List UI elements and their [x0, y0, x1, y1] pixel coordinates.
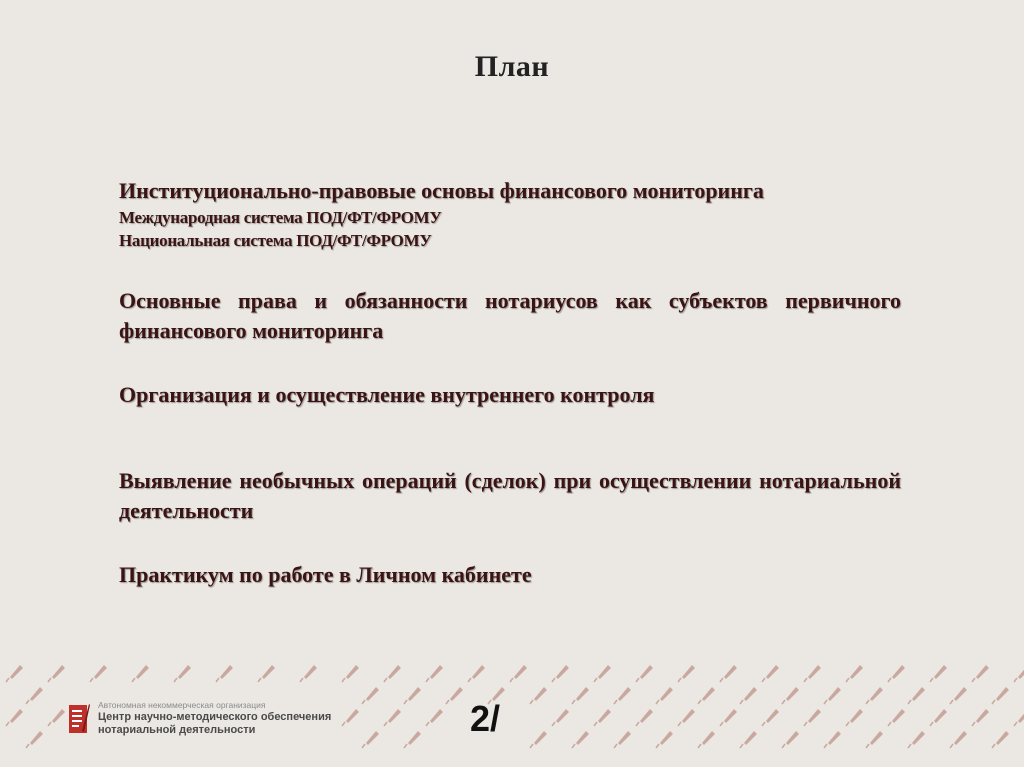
- quill-pen-icon: [824, 731, 841, 748]
- quill-pen-icon: [426, 665, 443, 682]
- page-number: 2/: [470, 698, 501, 739]
- org-name-line-1: Центр научно-методического обеспечения: [98, 711, 332, 723]
- quill-pen-icon: [530, 731, 547, 748]
- organization-logo: [68, 700, 331, 737]
- quill-pen-icon: [594, 709, 611, 726]
- quill-pen-icon: [1014, 709, 1024, 726]
- quill-pen-icon: [530, 687, 547, 704]
- quill-pen-icon: [48, 665, 65, 682]
- org-type-label: Автономная некоммерческая организация: [98, 700, 266, 710]
- quill-pen-icon: [468, 665, 485, 682]
- quill-pen-icon: [258, 665, 275, 682]
- quill-pen-icon: [846, 709, 863, 726]
- slide-title: План: [474, 50, 550, 83]
- quill-pen-icon: [656, 731, 673, 748]
- quill-pen-icon: [90, 665, 107, 682]
- quill-pen-icon: [342, 709, 359, 726]
- quill-pen-icon: [6, 665, 23, 682]
- quill-pen-icon: [216, 665, 233, 682]
- quill-pen-icon: [1014, 665, 1024, 682]
- quill-pen-icon: [362, 687, 379, 704]
- quill-pen-icon: [950, 687, 967, 704]
- quill-pen-icon: [866, 731, 883, 748]
- quill-pen-icon: [510, 665, 527, 682]
- plan-item-2: Основные права и обязанности нотариусов как субъектов первичного финансового мониторинга: [119, 288, 901, 343]
- plan-subitem-2: Национальная система ПОД/ФТ/ФРОМУ: [119, 231, 432, 250]
- quill-pen-icon: [888, 709, 905, 726]
- quill-pen-icon: [656, 687, 673, 704]
- plan-item-1: Институционально-правовые основы финансового мониторинга: [119, 178, 764, 203]
- quill-pen-icon: [552, 709, 569, 726]
- quill-pen-icon: [362, 731, 379, 748]
- quill-pen-icon: [300, 665, 317, 682]
- quill-pen-icon: [804, 709, 821, 726]
- quill-pen-icon: [762, 665, 779, 682]
- quill-pen-icon: [594, 665, 611, 682]
- quill-pen-icon: [782, 687, 799, 704]
- plan-subitem-1: Международная система ПОД/ФТ/ФРОМУ: [119, 208, 442, 227]
- quill-pen-icon: [26, 731, 43, 748]
- quill-pen-icon: [972, 709, 989, 726]
- quill-pen-icon: [950, 731, 967, 748]
- quill-pen-icon: [992, 731, 1009, 748]
- quill-pen-icon: [404, 731, 421, 748]
- quill-pen-icon: [804, 665, 821, 682]
- quill-pen-icon: [384, 665, 401, 682]
- quill-pen-icon: [6, 709, 23, 726]
- quill-pen-icon: [824, 687, 841, 704]
- quill-pen-icon: [678, 665, 695, 682]
- quill-pen-icon: [908, 731, 925, 748]
- quill-pen-icon: [636, 665, 653, 682]
- quill-pen-icon: [930, 665, 947, 682]
- quill-pen-icon: [426, 709, 443, 726]
- document-pen-icon: [68, 701, 90, 737]
- quill-pen-icon: [614, 687, 631, 704]
- quill-pen-icon: [48, 709, 65, 726]
- quill-pen-icon: [888, 665, 905, 682]
- quill-pen-icon: [908, 687, 925, 704]
- quill-pen-icon: [720, 709, 737, 726]
- quill-pen-icon: [782, 731, 799, 748]
- plan-item-3: Организация и осуществление внутреннего контроля: [119, 382, 655, 407]
- plan-content: [119, 176, 901, 590]
- quill-pen-icon: [384, 709, 401, 726]
- quill-pen-icon: [740, 731, 757, 748]
- quill-pen-icon: [846, 665, 863, 682]
- quill-pen-icon: [342, 665, 359, 682]
- quill-pen-icon: [552, 665, 569, 682]
- quill-pen-icon: [972, 665, 989, 682]
- org-name-line-2: нотариальной деятельности: [98, 724, 256, 736]
- plan-item-4: Выявление необычных операций (сделок) при осуществлении нотариальной деятельности: [119, 468, 901, 523]
- quill-pen-icon: [678, 709, 695, 726]
- quill-pen-icon: [698, 731, 715, 748]
- quill-pen-icon: [636, 709, 653, 726]
- quill-pen-icon: [572, 687, 589, 704]
- plan-item-5: Практикум по работе в Личном кабинете: [119, 562, 532, 587]
- quill-pen-icon: [174, 665, 191, 682]
- quill-pen-icon: [720, 665, 737, 682]
- quill-pen-icon: [404, 687, 421, 704]
- quill-pen-icon: [762, 709, 779, 726]
- quill-pen-icon: [698, 687, 715, 704]
- quill-pen-icon: [446, 687, 463, 704]
- quill-pen-icon: [572, 731, 589, 748]
- quill-pen-icon: [614, 731, 631, 748]
- quill-pen-icon: [866, 687, 883, 704]
- quill-pen-icon: [26, 687, 43, 704]
- quill-pen-icon: [992, 687, 1009, 704]
- quill-pen-icon: [930, 709, 947, 726]
- quill-pen-icon: [132, 665, 149, 682]
- quill-pen-icon: [740, 687, 757, 704]
